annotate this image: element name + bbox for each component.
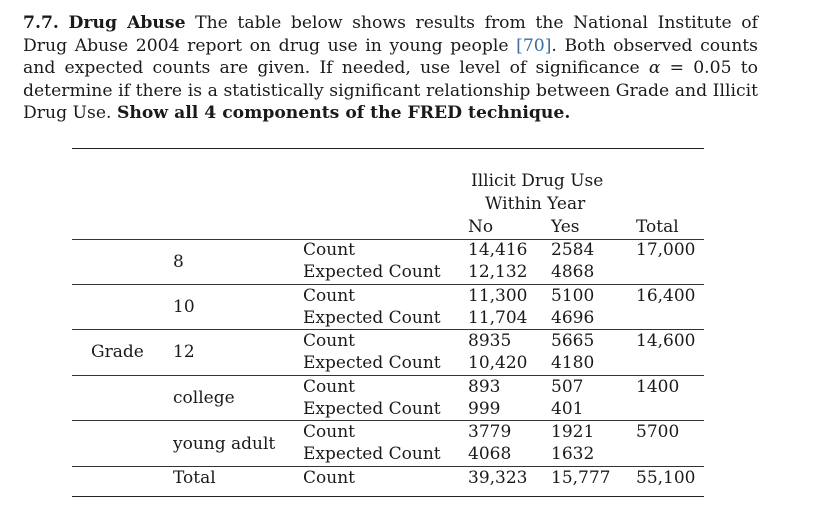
problem-text-2: . Both observed counts and expected counts are given. If needed, use level of significance: [23, 35, 758, 79]
row-rule-4: [72, 420, 704, 421]
expected-no: 11,704: [468, 308, 528, 328]
expected-yes: 4696: [551, 308, 595, 328]
header-col-total: Total: [636, 217, 679, 237]
row-rule-1: [72, 284, 704, 285]
expected-label: Expected Count: [303, 444, 441, 464]
expected-label: Expected Count: [303, 353, 441, 373]
expected-yes: 4180: [551, 353, 595, 373]
grand-total: 55,100: [636, 468, 696, 488]
header-rule: [72, 239, 704, 240]
expected-yes: 401: [551, 399, 584, 419]
expected-no: 4068: [468, 444, 512, 464]
total-label: Total: [173, 468, 216, 488]
expected-yes: 4868: [551, 262, 595, 282]
count-no: 3779: [468, 422, 512, 442]
header-col-yes: Yes: [551, 217, 580, 237]
count-label: Count: [303, 377, 355, 397]
alpha-value: = 0.05 to determine if there is a statistically significant relationship between Grade and Illicit Drug Use.: [23, 58, 758, 124]
problem-text-1: The table below shows results from the National Institute of Drug Abuse 2004 report on drug use in young people: [23, 13, 758, 56]
count-label: Count: [303, 240, 355, 260]
grade-12: 12: [173, 342, 195, 362]
row-rule-3: [72, 375, 704, 376]
grade-8: 8: [173, 252, 184, 272]
problem-statement: [23, 12, 758, 125]
count-label: Count: [303, 331, 355, 351]
count-yes: 1921: [551, 422, 595, 442]
problem-title: Drug Abuse: [68, 13, 186, 33]
header-group-line2: Within Year: [485, 194, 586, 214]
total-yes: 15,777: [551, 468, 611, 488]
table-top-rule: [72, 148, 704, 149]
grade-label: Grade: [91, 342, 144, 362]
problem-number: 7.7.: [23, 13, 59, 33]
count-yes: 5100: [551, 286, 595, 306]
row-total: 14,600: [636, 331, 696, 351]
expected-label: Expected Count: [303, 399, 441, 419]
count-yes: 2584: [551, 240, 595, 260]
row-total: 16,400: [636, 286, 696, 306]
expected-no: 10,420: [468, 353, 528, 373]
count-no: 8935: [468, 331, 512, 351]
grade-college: college: [173, 388, 235, 408]
count-no: 14,416: [468, 240, 528, 260]
grade-young-adult: young adult: [173, 434, 276, 454]
count-yes: 507: [551, 377, 584, 397]
expected-no: 12,132: [468, 262, 528, 282]
total-no: 39,323: [468, 468, 528, 488]
count-no: 11,300: [468, 286, 528, 306]
count-label: Count: [303, 286, 355, 306]
table-bottom-rule: [72, 496, 704, 497]
row-rule-2: [72, 329, 704, 330]
expected-label: Expected Count: [303, 308, 441, 328]
grade-10: 10: [173, 297, 195, 317]
expected-no: 999: [468, 399, 501, 419]
count-yes: 5665: [551, 331, 595, 351]
citation-link[interactable]: [70]: [516, 35, 552, 56]
count-label: Count: [303, 422, 355, 442]
row-total: 1400: [636, 377, 680, 397]
alpha-symbol: α: [648, 58, 661, 79]
total-count-label: Count: [303, 468, 355, 488]
expected-yes: 1632: [551, 444, 595, 464]
row-total: 5700: [636, 422, 680, 442]
row-total: 17,000: [636, 240, 696, 260]
expected-label: Expected Count: [303, 262, 441, 282]
count-no: 893: [468, 377, 501, 397]
header-group-line1: Illicit Drug Use: [471, 171, 604, 191]
problem-instruction: Show all 4 components of the FRED technique.: [116, 103, 571, 124]
header-col-no: No: [468, 217, 494, 237]
